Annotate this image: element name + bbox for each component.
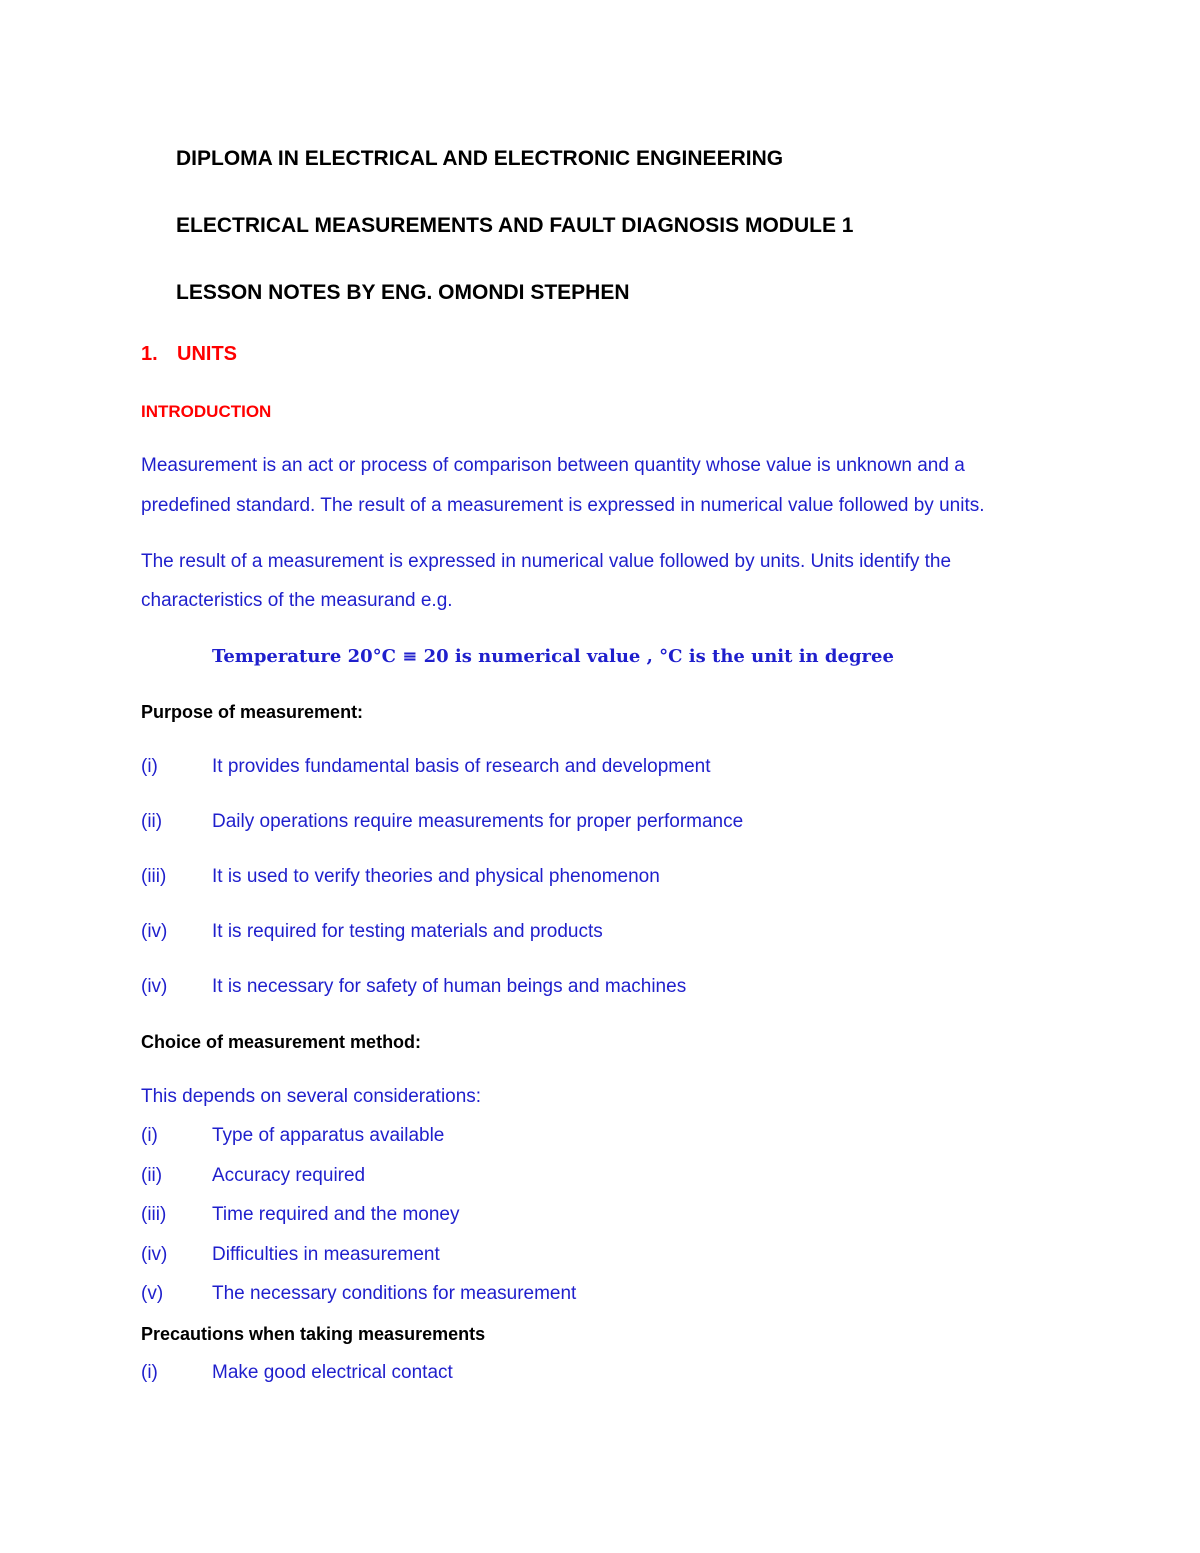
choice-item-text: Time required and the money — [212, 1204, 460, 1225]
paragraph-line-4: characteristics of the measurand e.g. — [141, 590, 453, 611]
purpose-item-number: (iv) — [141, 976, 168, 997]
choice-item-number: (iv) — [141, 1244, 168, 1265]
choice-item-number: (ii) — [141, 1165, 163, 1186]
purpose-item-number: (iv) — [141, 921, 168, 942]
paragraph-line-2: predefined standard. The result of a measurement is expressed in numerical value followed by units. — [141, 495, 985, 516]
precautions-item-text: Make good electrical contact — [212, 1362, 453, 1383]
document-title-1: DIPLOMA IN ELECTRICAL AND ELECTRONIC ENGINEERING — [176, 147, 784, 170]
section-heading — [141, 342, 237, 366]
purpose-item-number: (iii) — [141, 866, 167, 887]
choice-item-number: (v) — [141, 1283, 164, 1304]
choice-item-text: Accuracy required — [212, 1165, 366, 1186]
document-title-2: ELECTRICAL MEASUREMENTS AND FAULT DIAGNOSIS MODULE 1 — [176, 214, 854, 237]
choice-intro: This depends on several considerations: — [141, 1086, 482, 1107]
paragraph-line-1: Measurement is an act or process of comparison between quantity whose value is unknown and a — [141, 455, 965, 476]
purpose-item-text: It is required for testing materials and products — [212, 921, 603, 942]
purpose-item-number: (i) — [141, 756, 158, 777]
choice-item-text: The necessary conditions for measurement — [212, 1283, 577, 1304]
paragraph-line-3: The result of a measurement is expressed in numerical value followed by units. Units identify the — [141, 551, 952, 572]
purpose-item-text: It is used to verify theories and physical phenomenon — [212, 866, 660, 887]
purpose-item-text: It is necessary for safety of human beings and machines — [212, 976, 687, 997]
choice-item-number: (i) — [141, 1125, 158, 1146]
introduction-heading: INTRODUCTION — [141, 402, 272, 421]
precautions-item-number: (i) — [141, 1362, 158, 1383]
temperature-formula: Temperature 20°C ≡ 20 is numerical value , °C is the unit in degree — [212, 646, 894, 667]
purpose-item-number: (ii) — [141, 811, 163, 832]
section-title: UNITS — [177, 343, 237, 365]
choice-item-text: Type of apparatus available — [212, 1125, 445, 1146]
choice-item-number: (iii) — [141, 1204, 167, 1225]
document-title-3: LESSON NOTES BY ENG. OMONDI STEPHEN — [176, 281, 630, 304]
purpose-item-text: It provides fundamental basis of research and development — [212, 756, 711, 777]
purpose-item-text: Daily operations require measurements for proper performance — [212, 811, 744, 832]
choice-heading: Choice of measurement method: — [141, 1032, 422, 1052]
choice-item-text: Difficulties in measurement — [212, 1244, 440, 1265]
purpose-heading: Purpose of measurement: — [141, 702, 364, 722]
precautions-heading: Precautions when taking measurements — [141, 1324, 486, 1344]
section-number: 1. — [141, 343, 158, 365]
